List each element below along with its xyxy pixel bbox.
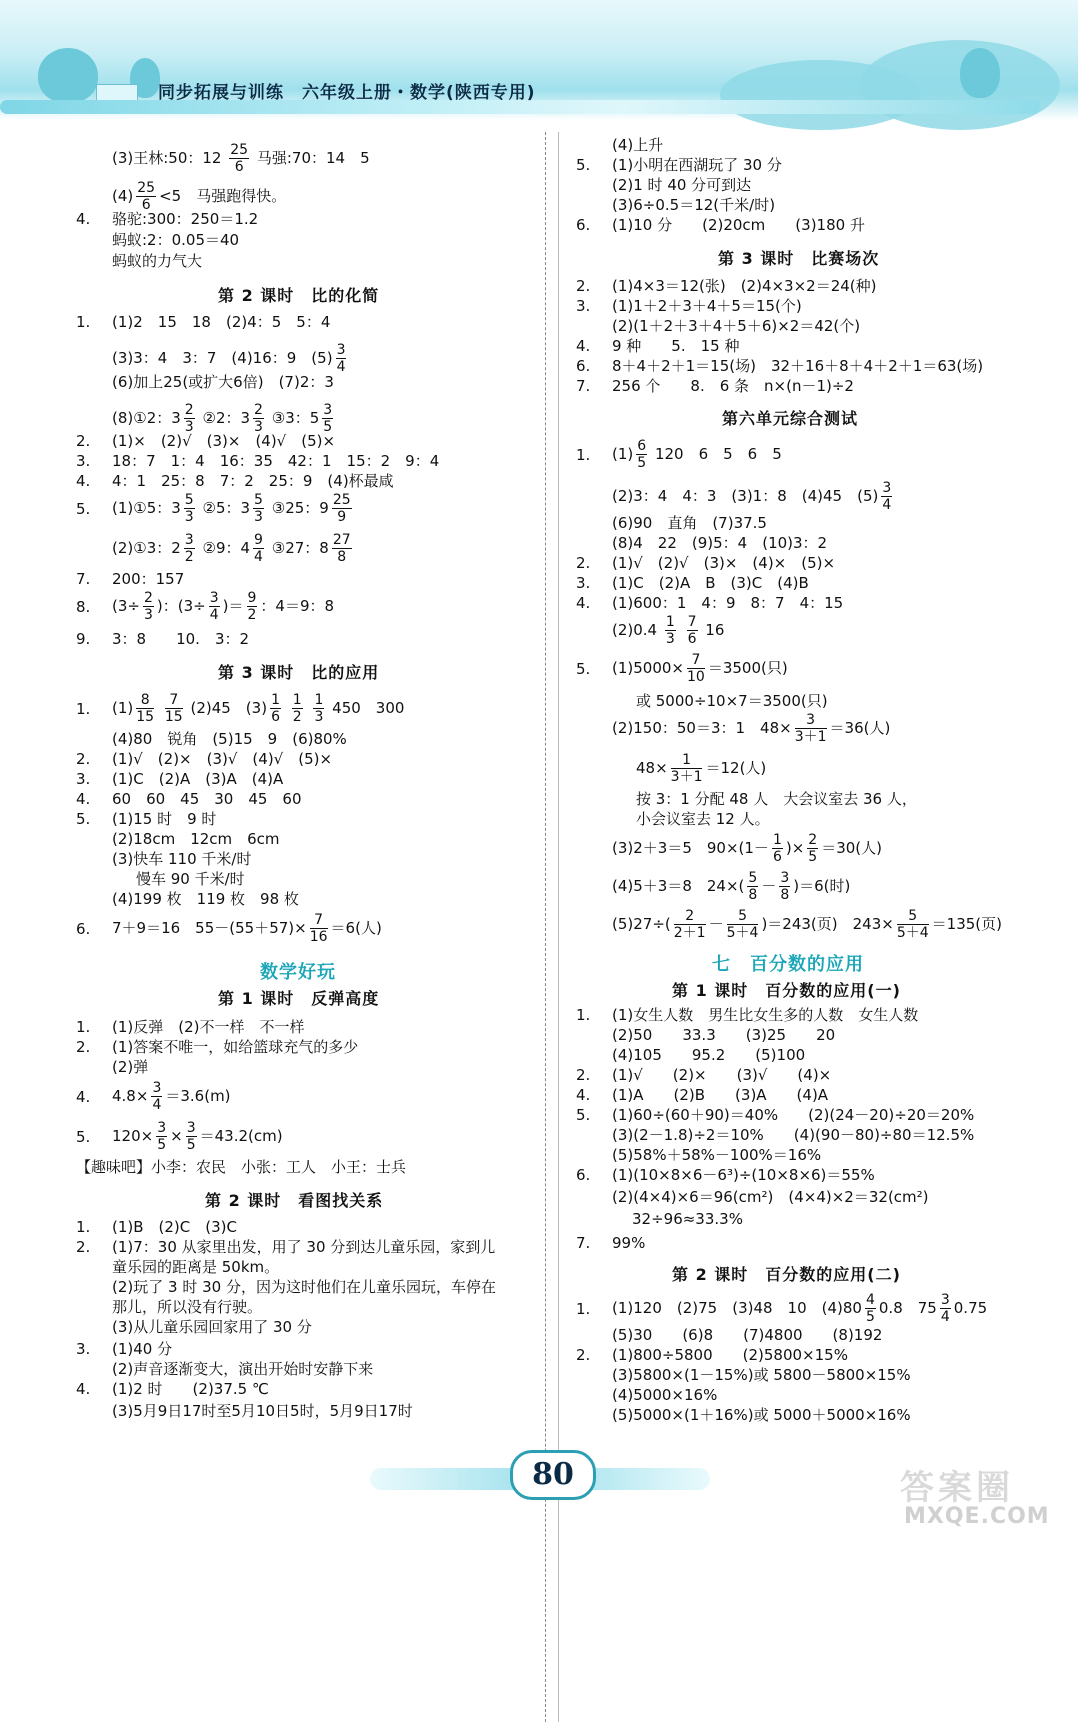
- answer-line: 9 种 5. 15 种: [612, 337, 740, 355]
- question-number: 6.: [76, 920, 91, 938]
- question-number: 5.: [576, 156, 591, 174]
- fraction: $\frac{2}{2+1}$: [673, 908, 706, 941]
- answer-line: (3)5800×(1－15%)或 5800－5800×15%: [612, 1366, 911, 1384]
- fraction: $\frac{3}{4}$: [152, 1080, 162, 1113]
- answer-line: (2)(1＋2＋3＋4＋5＋6)×2＝42(个): [612, 317, 861, 335]
- answer-line: (2)声音逐渐变大，演出开始时安静下来: [112, 1360, 374, 1378]
- answer-line: 【趣味吧】小李：农民 小张：工人 小王：士兵: [76, 1158, 407, 1176]
- answer-line: (8)①2：3 $\frac{2}{3}$ ②2：3 $\frac{2}{3}$ ③3：5 $\frac{3}{5}$: [112, 402, 333, 435]
- answer-line: (4)5＋3＝8 24×( $\frac{5}{8}$ － $\frac{3}{8}$ )＝6(时): [612, 870, 851, 903]
- fraction: $\frac{3}{2}$: [184, 532, 194, 565]
- fraction: $\frac{3}{5}$: [186, 1120, 196, 1153]
- answer-line: (5)58%＋58%－100%＝16%: [612, 1146, 822, 1164]
- answer-line: (1)1＋2＋3＋4＋5＝15(个): [612, 297, 802, 315]
- fraction: $\frac{5}{5+4}$: [726, 908, 759, 941]
- lesson-heading: 第 2 课时 看图找关系: [205, 1191, 384, 1210]
- fraction: $\frac{2}{5}$: [808, 832, 818, 865]
- answer-line: 99%: [612, 1234, 646, 1252]
- answer-line: (5)27÷( $\frac{2}{2+1}$ － $\frac{5}{5+4}$ )＝243(页) 243× $\frac{5}{5+4}$ ＝135(页): [612, 908, 1002, 941]
- fraction: $\frac{5}{8}$: [748, 870, 758, 903]
- answer-line: (1)120 (2)75 (3)48 10 (4)80 $\frac{4}{5}$ 0.8 75 $\frac{3}{4}$ 0.75: [612, 1292, 988, 1325]
- question-number: 1.: [576, 446, 591, 464]
- question-number: 6.: [576, 216, 591, 234]
- banner-tree: [960, 48, 1000, 98]
- question-number: 1.: [576, 1300, 591, 1318]
- banner-hill: [860, 40, 1060, 130]
- question-number: 5.: [76, 810, 91, 828]
- answer-line: 8＋4＋2＋1＝15(场) 32＋16＋8＋4＋2＋1＝63(场): [612, 357, 984, 375]
- answer-line: (1)C (2)A B (3)C (4)B: [612, 574, 809, 592]
- fraction: $\frac{2}{3}$: [143, 590, 153, 623]
- question-number: 4.: [576, 337, 591, 355]
- answer-line: (1)女生人数 男生比女生多的人数 女生人数: [612, 1006, 919, 1024]
- answer-line: (2)18cm 12cm 6cm: [112, 830, 280, 848]
- answer-line: 4：1 25：8 7：2 25：9 (4)杯最咸: [112, 472, 394, 490]
- answer-line: (3)王林:50：12 $\frac{25}{6}$ 马强:70：14 5: [112, 142, 370, 175]
- answer-line: (1)4×3＝12(张) (2)4×3×2＝24(种): [612, 277, 877, 295]
- fraction: $\frac{3}{4}$: [882, 480, 892, 513]
- question-number: 2.: [76, 750, 91, 768]
- fraction: $\frac{25}{9}$: [332, 492, 351, 525]
- question-number: 1.: [76, 700, 91, 718]
- question-number: 4.: [76, 1380, 91, 1398]
- question-number: 4.: [76, 1088, 91, 1106]
- answer-line: (1)√ (2)√ (3)× (4)× (5)×: [612, 554, 836, 572]
- fraction: $\frac{1}{2}$: [292, 692, 302, 725]
- answer-line: 60 60 45 30 45 60: [112, 790, 302, 808]
- answer-line: (1)(10×8×6－6³)÷(10×8×6)＝55%: [612, 1166, 875, 1184]
- answer-line: (1)C (2)A (3)A (4)A: [112, 770, 284, 788]
- answer-line: (1)800÷5800 (2)5800×15%: [612, 1346, 848, 1364]
- lesson-heading: 第 1 课时 反弹高度: [218, 989, 380, 1008]
- answer-line: (3)3：4 3：7 (4)16：9 (5) $\frac{3}{4}$: [112, 342, 346, 375]
- question-number: 2.: [576, 1066, 591, 1084]
- fraction: $\frac{1}{6}$: [271, 692, 280, 725]
- answer-line: 骆驼:300：250＝1.2: [112, 210, 259, 228]
- lesson-heading: 第 3 课时 比赛场次: [718, 249, 880, 268]
- answer-line: (1)A (2)B (3)A (4)A: [612, 1086, 829, 1104]
- question-number: 8.: [76, 598, 91, 616]
- answer-line: (1)反弹 (2)不一样 不一样: [112, 1018, 305, 1036]
- question-number: 5.: [576, 660, 591, 678]
- answer-line: (2)①3：2 $\frac{3}{2}$ ②9：4 $\frac{9}{4}$ ③27：8 $\frac{27}{8}$: [112, 532, 351, 565]
- question-number: 5.: [76, 1128, 91, 1146]
- answer-line: 蚂蚁:2：0.05＝40: [112, 231, 240, 249]
- answer-line: 慢车 90 千米/时: [136, 870, 245, 888]
- fraction: $\frac{6}{5}$: [637, 438, 647, 471]
- answer-line: (2)3：4 4：3 (3)1：8 (4)45 (5) $\frac{3}{4}$: [612, 480, 892, 513]
- question-number: 5.: [76, 500, 91, 518]
- answer-line: 4.8× $\frac{3}{4}$ ＝3.6(m): [112, 1080, 231, 1113]
- answer-line: (1)7：30 从家里出发，用了 30 分到达儿童乐园，家到儿: [112, 1238, 496, 1256]
- answer-line: 或 5000÷10×7＝3500(只): [636, 692, 828, 710]
- fraction: $\frac{9}{2}$: [247, 590, 257, 623]
- answer-line: (2)玩了 3 时 30 分，因为这时他们在儿童乐园玩，车停在: [112, 1278, 496, 1296]
- fraction: $\frac{7}{10}$: [687, 652, 705, 685]
- question-number: 2.: [576, 554, 591, 572]
- answer-line: (3)从儿童乐园回家用了 30 分: [112, 1318, 312, 1336]
- fraction: $\frac{3}{4}$: [940, 1292, 950, 1325]
- answer-line: (1)15 时 9 时: [112, 810, 217, 828]
- answer-line: (3)5月9日17时至5月10日5时，5月9日17时: [112, 1402, 413, 1420]
- lesson-heading: 第六单元综合测试: [722, 409, 859, 428]
- question-number: 4.: [76, 210, 91, 228]
- answer-line: (5)30 (6)8 (7)4800 (8)192: [612, 1326, 883, 1344]
- answer-line: (1)10 分 (2)20cm (3)180 升: [612, 216, 865, 234]
- question-number: 1.: [76, 1218, 91, 1236]
- fraction: $\frac{1}{6}$: [772, 832, 782, 865]
- answer-line: (6)90 直角 (7)37.5: [612, 514, 767, 532]
- question-number: 1.: [76, 313, 91, 331]
- answer-line: 256 个 8. 6 条 n×(n－1)÷2: [612, 377, 854, 395]
- section-title: 数学好玩: [260, 962, 336, 983]
- answer-line: (1)60÷(60＋90)＝40% (2)(24－20)÷20＝20%: [612, 1106, 975, 1124]
- answer-line: (1)小明在西湖玩了 30 分: [612, 156, 782, 174]
- answer-line: (2)50 33.3 (3)25 20: [612, 1026, 836, 1044]
- fraction: $\frac{3}{8}$: [780, 870, 790, 903]
- answer-line: (1)× (2)√ (3)× (4)√ (5)×: [112, 432, 336, 450]
- fraction: $\frac{25}{6}$: [230, 142, 249, 175]
- answer-line: (2)1 时 40 分可到达: [612, 176, 752, 194]
- question-number: 3.: [576, 574, 591, 592]
- watermark-text: 答案圈: [900, 1468, 1014, 1508]
- question-number: 3.: [76, 770, 91, 788]
- answer-line: (4) $\frac{25}{6}$ <5 马强跑得快。: [112, 180, 287, 213]
- answer-line: (5)5000×(1＋16%)或 5000＋5000×16%: [612, 1406, 911, 1424]
- question-number: 6.: [576, 1166, 591, 1184]
- fraction: $\frac{4}{5}$: [865, 1292, 875, 1325]
- question-number: 7.: [576, 377, 591, 395]
- answer-line: (3)6÷0.5＝12(千米/时): [612, 196, 776, 214]
- fraction: $\frac{3}{4}$: [336, 342, 346, 375]
- fraction: $\frac{1}{3}$: [314, 692, 324, 725]
- answer-line: (1)√ (2)× (3)√ (4)×: [612, 1066, 832, 1084]
- fraction: $\frac{7}{16}$: [309, 912, 328, 945]
- answer-line: (1)2 时 (2)37.5 ℃: [112, 1380, 269, 1398]
- lesson-heading: 第 3 课时 比的应用: [218, 663, 380, 682]
- watermark-url: MXQE.COM: [904, 1504, 1050, 1529]
- fraction: $\frac{3}{3+1}$: [794, 712, 827, 745]
- answer-line: (6)加上25(或扩大6倍) (7)2：3: [112, 373, 334, 391]
- answer-line: (2)弹: [112, 1058, 149, 1076]
- answer-line: (2)0.4 $\frac{1}{3}$ $\frac{7}{6}$ 16: [612, 614, 725, 647]
- header-banner: [0, 0, 1078, 130]
- answer-line: (3)2＋3＝5 90×(1－ $\frac{1}{6}$ )× $\frac{2}{5}$ ＝30(人): [612, 832, 882, 865]
- answer-line: (4)5000×16%: [612, 1386, 718, 1404]
- answer-line: 120× $\frac{3}{5}$ × $\frac{3}{5}$ ＝43.2(cm): [112, 1120, 283, 1153]
- answer-line: (1)答案不唯一，如给篮球充气的多少: [112, 1038, 359, 1056]
- question-number: 4.: [576, 1086, 591, 1104]
- answer-line: (1)2 15 18 (2)4：5 5：4: [112, 313, 331, 331]
- lesson-heading: 第 1 课时 百分数的应用(一): [672, 981, 901, 1000]
- question-number: 4.: [576, 594, 591, 612]
- question-number: 2.: [576, 277, 591, 295]
- question-number: 1.: [76, 1018, 91, 1036]
- fraction: $\frac{5}{3}$: [254, 492, 263, 525]
- question-number: 3.: [76, 452, 91, 470]
- answer-line: (3÷ $\frac{2}{3}$ )：(3÷ $\frac{3}{4}$ )＝ $\frac{9}{2}$ ：4＝9：8: [112, 590, 335, 623]
- fraction: $\frac{2}{3}$: [254, 402, 263, 435]
- answer-line: (1)5000× $\frac{7}{10}$ ＝3500(只): [612, 652, 788, 685]
- answer-line: 18：7 1：4 16：35 42：1 15：2 9：4: [112, 452, 440, 470]
- question-number: 7.: [576, 1234, 591, 1252]
- fraction: $\frac{9}{4}$: [254, 532, 263, 565]
- fraction: $\frac{5}{5+4}$: [896, 908, 929, 941]
- question-number: 2.: [76, 432, 91, 450]
- answer-line: 200：157: [112, 570, 185, 588]
- question-number: 2.: [576, 1346, 591, 1364]
- answer-line: (4)上升: [612, 136, 664, 154]
- lesson-heading: 第 2 课时 比的化简: [218, 286, 380, 305]
- question-number: 2.: [76, 1238, 91, 1256]
- answer-line: (1)40 分: [112, 1340, 173, 1358]
- answer-line: 蚂蚁的力气大: [112, 252, 203, 270]
- answer-line: 童乐园的距离是 50km。: [112, 1258, 280, 1276]
- page-number: 80: [510, 1450, 596, 1500]
- answer-line: (4)199 枚 119 枚 98 枚: [112, 890, 299, 908]
- question-number: 9.: [76, 630, 91, 648]
- answer-line: (1)600：1 4：9 8：7 4：15: [612, 594, 844, 612]
- fraction: $\frac{7}{6}$: [687, 614, 697, 647]
- answer-line: (2)150：50＝3：1 48× $\frac{3}{3+1}$ ＝36(人): [612, 712, 891, 745]
- answer-line: (4)105 95.2 (5)100: [612, 1046, 806, 1064]
- question-number: 7.: [76, 570, 91, 588]
- answer-line: 小会议室去 12 人。: [636, 810, 770, 828]
- fraction: $\frac{2}{3}$: [184, 402, 194, 435]
- answer-line: 32÷96≈33.3%: [632, 1210, 743, 1228]
- fraction: $\frac{1}{3}$: [665, 614, 675, 647]
- lesson-heading: 第 2 课时 百分数的应用(二): [672, 1265, 901, 1284]
- answer-line: (1) $\frac{6}{5}$ 120 6 5 6 5: [612, 438, 782, 471]
- fraction: $\frac{3}{4}$: [209, 590, 219, 623]
- answer-line: 那儿，所以没有行驶。: [112, 1298, 263, 1316]
- question-number: 3.: [576, 297, 591, 315]
- question-number: 6.: [576, 357, 591, 375]
- watermark: [900, 1460, 1070, 1530]
- fraction: $\frac{5}{3}$: [184, 492, 194, 525]
- answer-line: (8)4 22 (9)5：4 (10)3：2: [612, 534, 828, 552]
- question-number: 3.: [76, 1340, 91, 1358]
- answer-line: (1)①5：3 $\frac{5}{3}$ ②5：3 $\frac{5}{3}$ ③25：9 $\frac{25}{9}$: [112, 492, 351, 525]
- answer-line: (4)80 锐角 (5)15 9 (6)80%: [112, 730, 347, 748]
- fraction: $\frac{27}{8}$: [332, 532, 351, 565]
- section-title: 七 百分数的应用: [712, 954, 864, 975]
- book-title: 同步拓展与训练 六年级上册・数学(陕西专用): [158, 83, 536, 103]
- question-number: 4.: [76, 472, 91, 490]
- fraction: $\frac{25}{6}$: [137, 180, 156, 213]
- answer-line: (1)B (2)C (3)C: [112, 1218, 237, 1236]
- answer-line: 48× $\frac{1}{3+1}$ ＝12(人): [636, 752, 767, 785]
- answer-line: 7＋9＝16 55－(55＋57)× $\frac{7}{16}$ ＝6(人): [112, 912, 382, 945]
- answer-line: 按 3：1 分配 48 人 大会议室去 36 人，: [636, 790, 917, 808]
- answer-line: (3)(2－1.8)÷2＝10% (4)(90－80)÷80＝12.5%: [612, 1126, 975, 1144]
- fraction: $\frac{1}{3+1}$: [670, 752, 703, 785]
- question-number: 2.: [76, 1038, 91, 1056]
- answer-line: 3：8 10. 3：2: [112, 630, 250, 648]
- answer-line: (1)√ (2)× (3)√ (4)√ (5)×: [112, 750, 333, 768]
- fraction: $\frac{8}{15}$: [136, 692, 155, 725]
- answer-line: (1) $\frac{8}{15}$ $\frac{7}{15}$ (2)45 (3) $\frac{1}{6}$ $\frac{1}{2}$ $\frac{1}{3}$ 450 300: [112, 692, 405, 725]
- fraction: $\frac{7}{15}$: [164, 692, 183, 725]
- question-number: 1.: [576, 1006, 591, 1024]
- question-number: 4.: [76, 790, 91, 808]
- question-number: 5.: [576, 1106, 591, 1124]
- answer-line: (3)快车 110 千米/时: [112, 850, 252, 868]
- answer-line: (2)(4×4)×6＝96(cm²) (4×4)×2＝32(cm²): [612, 1188, 929, 1206]
- fraction: $\frac{3}{5}$: [157, 1120, 167, 1153]
- banner-tree: [38, 48, 98, 103]
- fraction: $\frac{3}{5}$: [323, 402, 333, 435]
